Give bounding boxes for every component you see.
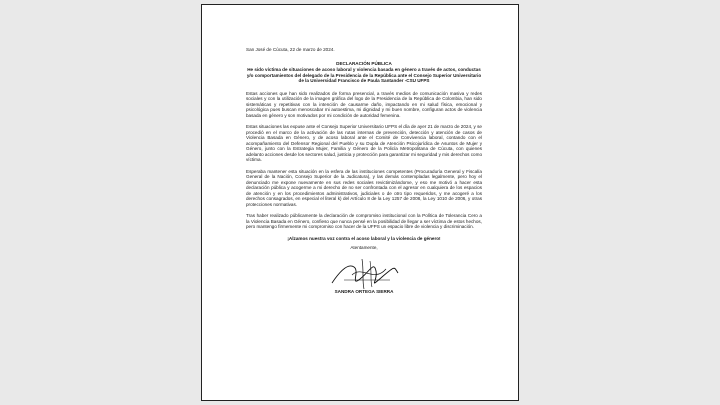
place-date: San José de Cúcuta, 22 de marzo de 2024. (246, 47, 335, 52)
slogan: ¡Alzamos nuestra voz contra el acoso laboral y la violencia de género! (287, 235, 441, 241)
signature-block (246, 255, 482, 293)
paragraph-2: Estas situaciones las expuse ante el Consejo Superior Universitario UFPS el día de ayer 21 de marzo de 2024, y se procedió en el marco de la activación de las rutas internas de prevención, detección y atención de casos de Violencia Basada en Género, y de acoso laboral ante el Comité de Convivencia laboral, contando con el acompañamiento del Defensor Regional del Pueblo y su Dupla de Atención Psicojurídica de Asuntos de Mujer y Género, junto con la Estrategia Mujer, Familia y Género de la Policía Metropolitana de Cúcuta, con quienes adelanto acciones desde los sectores salud, justicia y protección para garantizar mi seguridad y mis derechos como víctima. (246, 124, 482, 162)
paragraph-1: Estas acciones que han sido realizados de forma presencial, a través medios de comunicación masiva y redes sociales y con la utilización de la imagen gráfica del logo de la Presidencia de la República de Colombia, han sido sistemáticas y repetitivas con la intención de causarme daño, impactando en mi salud física, emocional y psicológica pues buscan menoscabar mi autoestima, mi dignidad y mi buen nombre, configuran actos de violencia basada en género y son motivados por mi condición de autoridad femenina. (246, 90, 482, 118)
handwritten-signature (324, 253, 404, 293)
closing: Atentamente, (350, 245, 378, 250)
document-page (201, 4, 519, 401)
signer-name: SANDRA ORTEGA SIERRA (334, 288, 394, 294)
paragraph-4: Tras haber realizado públicamente la declaración de compromiso institucional con la Política de Tolerancia Cero a la Violencia Basada en Género, confieso que nunca pensé en la posibilidad de llegar a ser víctima de estos hechos, pero mantengo firmemente mi compromiso con hacer de la UFPS un espacio libre de violencia y discriminación. (246, 213, 482, 229)
document-content (246, 47, 482, 293)
document-heading: DECLARACIÓN PÚBLICA (336, 60, 392, 66)
paragraph-3: Esperaba mantener esta situación en la esfera de las instituciones competentes (Procuraduría General y Fiscalía General de la Nación, Consejo Superior de la Judicatura), y las demás contempladas legalmente, pero hoy el denunciado me expone nuevamente en sus redes sociales revictimizándome, y eso me motivó a hacer esta declaración pública y acogerme a mi derecho de no ser confrontada con el agresor en cualquiera de los espacios de atención y en los procedimientos administrativos, judiciales o de otro tipo requeridos, y me acogeré a los derechos consagrados, en especial el literal k) del Artículo 8 de la Ley 1257 de 2008, la Ley 1010 de 2006, y otras protecciones normativas. (246, 168, 482, 207)
document-subject: He sido víctima de situaciones de acoso laboral y violencia basada en género a través de actos, conductas y/o comportamientos del delegado de la Presidencia de la República ante el Consejo Superior Universitario de la Universidad Francisco de Paula Santander -CSU UFPS (246, 67, 482, 83)
